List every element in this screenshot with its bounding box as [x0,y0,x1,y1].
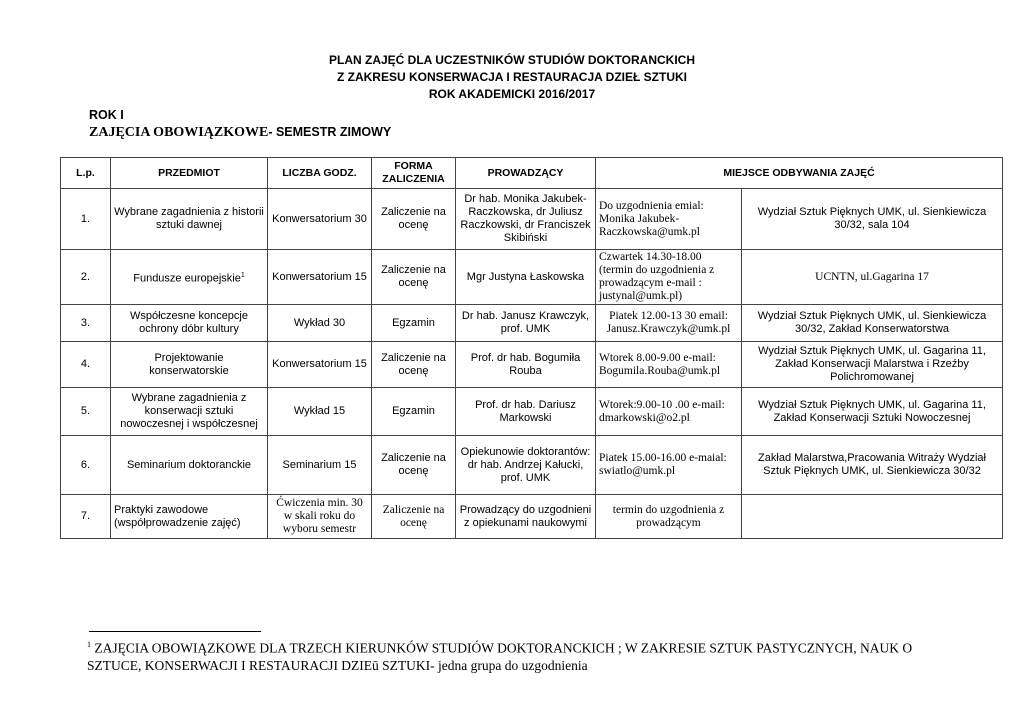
cell-form: Zaliczenie na ocenę [372,250,456,305]
footnote [87,636,967,674]
cell-form: Egzamin [372,305,456,342]
cell-hours: Wykład 15 [268,388,372,436]
cell-place: Zakład Malarstwa,Pracowania Witraży Wydział Sztuk Pięknych UMK, ul. Sienkiewicza 30/32 [742,436,1003,495]
cell-teacher: Dr hab. Monika Jakubek-Raczkowska, dr Juliusz Raczkowski, dr Franciszek Skibiński [456,189,596,250]
cell-form: Zaliczenie na ocenę [372,495,456,539]
semester-heading [89,124,391,141]
table-row [61,436,1003,495]
cell-place: Wydział Sztuk Pięknych UMK, ul. Sienkiewicza 30/32, sala 104 [742,189,1003,250]
cell-teacher: Dr hab. Janusz Krawczyk, prof. UMK [456,305,596,342]
footnote-number: 1 [87,640,91,649]
cell-place: Wydział Sztuk Pięknych UMK, ul. Gagarina 11, Zakład Konserwacji Malarstwa i Rzeźby Polichromowanej [742,342,1003,388]
cell-consultation: Wtorek:9.00-10 .00 e-mail: dmarkowski@o2.pl [596,388,742,436]
cell-teacher: Prof. dr hab. Dariusz Markowski [456,388,596,436]
title-line-3: ROK AKADEMICKI 2016/2017 [428,87,596,101]
cell-place: UCNTN, ul.Gagarina 17 [742,250,1003,305]
cell-lp: 4. [61,342,111,388]
cell-place: Wydział Sztuk Pięknych UMK, ul. Sienkiewicza 30/32, Zakład Konserwatorstwa [742,305,1003,342]
cell-consultation: Czwartek 14.30-18.00 (termin do uzgodnienia z prowadzącym e-mail : justynal@umk.pl) [596,250,742,305]
cell-consultation: Piatek 15.00-16.00 e-maial: swiatlo@umk.pl [596,436,742,495]
footnote-marker: 1 [240,271,245,279]
schedule-table [60,157,1003,539]
cell-form: Zaliczenie na ocenę [372,342,456,388]
table-header-row [61,158,1003,189]
document-title [0,52,1024,103]
cell-subject-text: Fundusze europejskie [133,272,241,285]
header-place: MIEJSCE ODBYWANIA ZAJĘĆ [596,158,1003,189]
cell-place: Wydział Sztuk Pięknych UMK, ul. Gagarina 11, Zakład Konserwacji Sztuki Nowoczesnej [742,388,1003,436]
cell-hours: Konwersatorium 15 [268,250,372,305]
cell-lp: 2. [61,250,111,305]
cell-teacher: Opiekunowie doktorantów: dr hab. Andrzej Kałucki, prof. UMK [456,436,596,495]
header-lp: L.p. [61,158,111,189]
cell-hours: Wykład 30 [268,305,372,342]
cell-form: Egzamin [372,388,456,436]
cell-consultation: termin do uzgodnienia z prowadzącym [596,495,742,539]
cell-lp: 5. [61,388,111,436]
table-row [61,342,1003,388]
cell-lp: 6. [61,436,111,495]
header-teacher: PROWADZĄCY [456,158,596,189]
cell-lp: 7. [61,495,111,539]
cell-place [742,495,1003,539]
cell-lp: 3. [61,305,111,342]
table-row [61,189,1003,250]
cell-consultation: Do uzgodnienia emial: Monika Jakubek-Raczkowska@umk.pl [596,189,742,250]
cell-hours: Seminarium 15 [268,436,372,495]
cell-hours: Konwersatorium 30 [268,189,372,250]
cell-subject: Wybrane zagadnienia z konserwacji sztuki nowoczesnej i współczesnej [111,388,268,436]
cell-hours: Ćwiczenia min. 30 w skali roku do wyboru semestr [268,495,372,539]
year-heading: ROK I [89,108,124,122]
table-row [61,495,1003,539]
header-form: FORMA ZALICZENIA [372,158,456,189]
table-row [61,388,1003,436]
cell-subject: Projektowanie konserwatorskie [111,342,268,388]
table-row [61,305,1003,342]
cell-teacher: Mgr Justyna Łaskowska [456,250,596,305]
semester-heading-part1: ZAJĘCIA OBOWIĄZKOWE [89,125,269,140]
title-line-2: Z ZAKRESU KONSERWACJA I RESTAURACJA DZIEŁ SZTUKI [336,70,687,84]
cell-subject [111,250,268,305]
cell-form: Zaliczenie na ocenę [372,436,456,495]
header-subject: PRZEDMIOT [111,158,268,189]
table-row [61,250,1003,305]
title-line-1: PLAN ZAJĘĆ DLA UCZESTNIKÓW STUDIÓW DOKTORANCKICH [329,53,695,67]
header-hours: LICZBA GODZ. [268,158,372,189]
cell-lp: 1. [61,189,111,250]
cell-subject: Wybrane zagadnienia z historii sztuki dawnej [111,189,268,250]
cell-hours: Konwersatorium 15 [268,342,372,388]
cell-consultation: Piatek 12.00-13 30 email: Janusz.Krawczyk@umk.pl [596,305,742,342]
cell-subject: Praktyki zawodowe (współprowadzenie zajęć) [111,495,268,539]
footnote-text: ZAJĘCIA OBOWIĄZKOWE DLA TRZECH KIERUNKÓW STUDIÓW DOKTORANCKICH ; W ZAKRESIE SZTUK PASTYCZNYCH, NAUK O SZTUCE, KONSERWACJI I RESTAURACJI DZIEū SZTUKI- jedna grupa do uzgodnienia [87,640,913,673]
cell-teacher: Prowadzący do uzgodnieni z opiekunami naukowymi [456,495,596,539]
semester-heading-part2: - SEMESTR ZIMOWY [268,125,392,139]
cell-teacher: Prof. dr hab. Bogumiła Rouba [456,342,596,388]
cell-subject: Współczesne koncepcje ochrony dóbr kultury [111,305,268,342]
footnote-separator [89,631,261,632]
cell-form: Zaliczenie na ocenę [372,189,456,250]
cell-subject: Seminarium doktoranckie [111,436,268,495]
cell-consultation: Wtorek 8.00-9.00 e-mail: Bogumila.Rouba@umk.pl [596,342,742,388]
